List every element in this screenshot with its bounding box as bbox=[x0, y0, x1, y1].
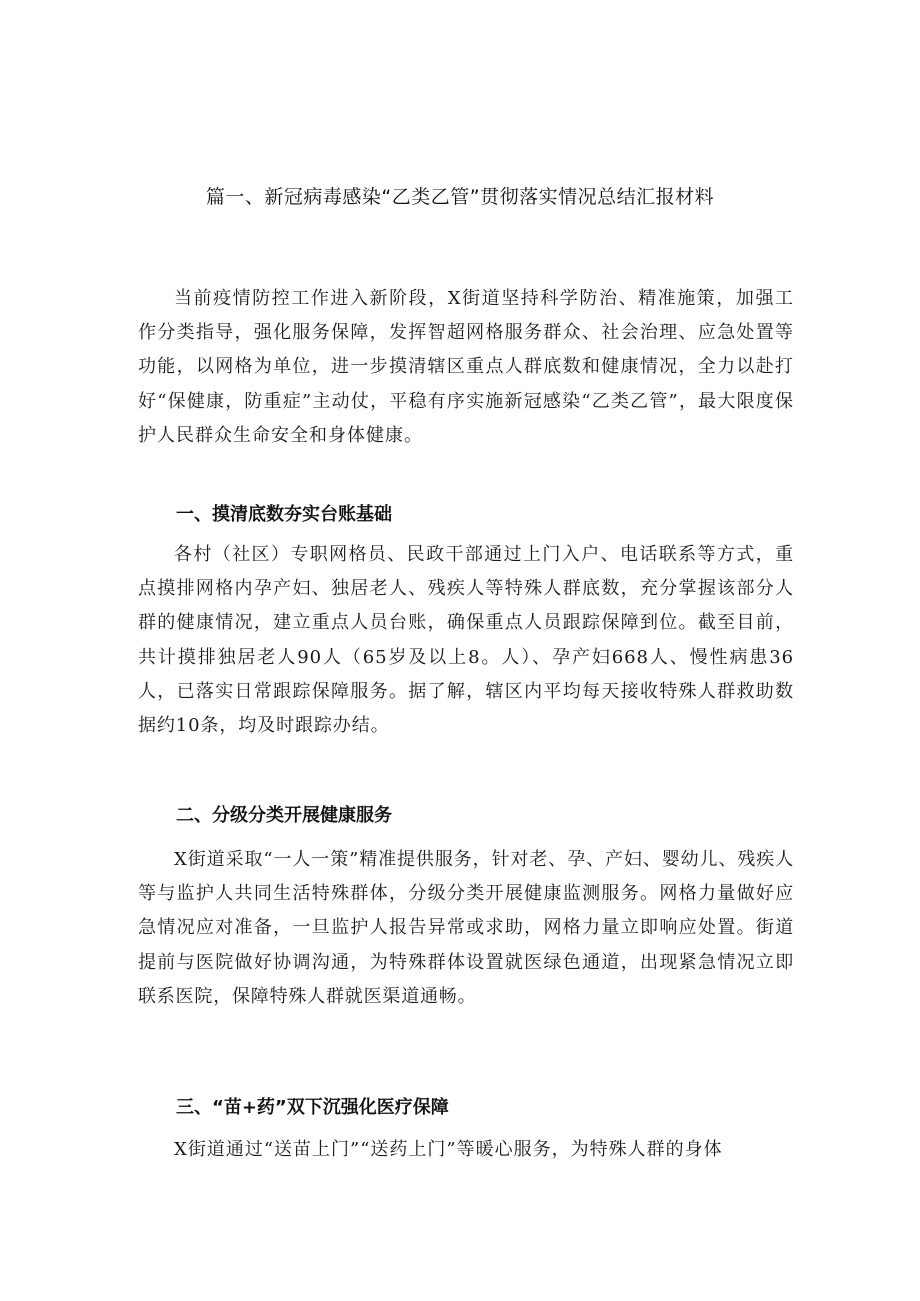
intro-paragraph: 当前疫情防控工作进入新阶段，X街道坚持科学防治、精准施策，加强工作分类指导，强化服务保障，发挥智超网格服务群众、社会治理、应急处置等功能，以网格为单位，进一步摸清辖区重点人群底数和健康情况，全力以赴打好“保健康，防重症”主动仗，平稳有序实施新冠感染“乙类乙管”，最大限度保护人民群众生命安全和身体健康。 bbox=[138, 288, 794, 446]
section-body-3: X街道通过“送苗上门”“送药上门”等暖心服务，为特殊人群的身体 bbox=[174, 1139, 723, 1160]
section-heading-1: 一、摸清底数夯实台账基础 bbox=[176, 504, 392, 525]
section-body-1: 各村（社区）专职网格员、民政干部通过上门入户、电话联系等方式，重点摸排网格内孕产妇、独居老人、残疾人等特殊人群底数，充分掌握该部分人群的健康情况，建立重点人员台账，确保重点人员跟踪保障到位。截至目前，共计摸排独居老人90人（65岁及以上8。人）、孕产妇668人、慢性病患36人，已落实日常跟踪保障服务。据了解，辖区内平均每天接收特殊人群救助数据约10条，均及时跟踪办结。 bbox=[138, 544, 794, 737]
document-title: 篇一、新冠病毒感染“乙类乙管”贯彻落实情况总结汇报材料 bbox=[205, 186, 715, 208]
section-heading-2: 二、分级分类开展健康服务 bbox=[176, 805, 392, 826]
section-heading-3: 三、“苗+药”双下沉强化医疗保障 bbox=[176, 1097, 449, 1118]
section-body-2: X街道采取“一人一策”精准提供服务，针对老、孕、产妇、婴幼儿、残疾人等与监护人共同生活特殊群体，分级分类开展健康监测服务。网格力量做好应急情况应对准备，一旦监护人报告异常或求助，网格力量立即响应处置。街道提前与医院做好协调沟通，为特殊群体设置就医绿色通道，出现紧急情况立即联系医院，保障特殊人群就医渠道通畅。 bbox=[138, 849, 794, 1007]
